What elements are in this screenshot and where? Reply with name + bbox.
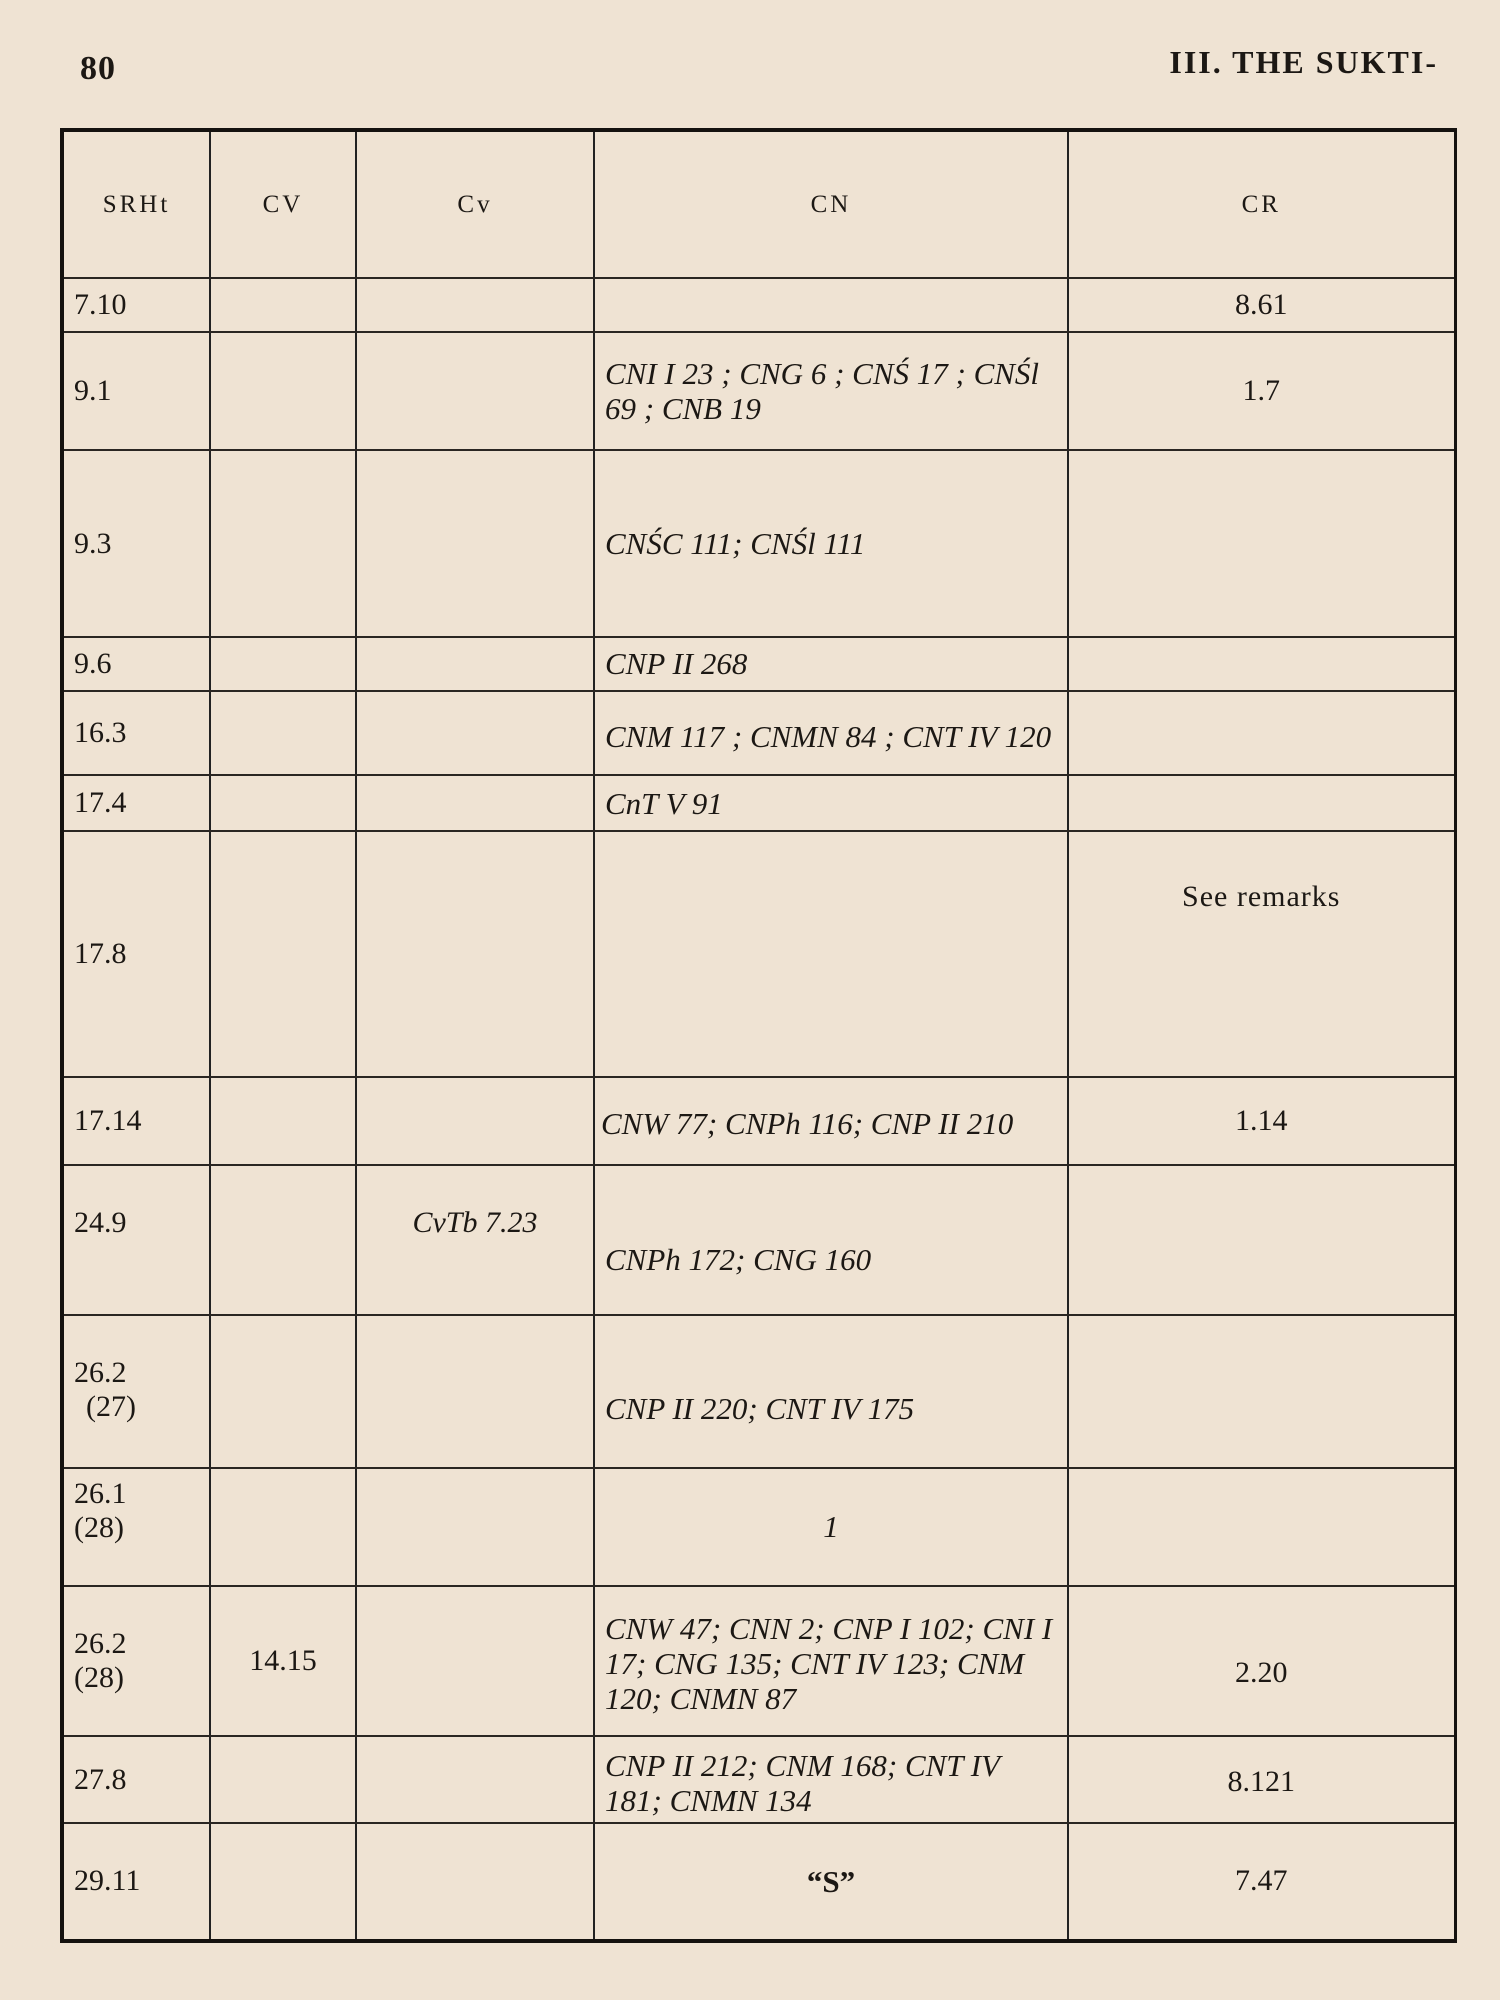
- cv-cell: [210, 1165, 356, 1315]
- table-header-row: [62, 130, 1455, 278]
- srht-main: 26.1: [74, 1476, 127, 1510]
- srht-cell: 17.8: [62, 831, 210, 1077]
- cr-cell: 7.47: [1068, 1823, 1455, 1941]
- table-row: [62, 775, 1455, 831]
- cv-cell: [210, 1077, 356, 1165]
- cv-small-cell: [356, 1468, 594, 1586]
- cn-cell: CNŚC 111; CNŚl 111: [594, 450, 1068, 636]
- cn-cell: CNP II 220; CNT IV 175: [594, 1315, 1068, 1467]
- cr-cell: [1068, 637, 1455, 691]
- srht-cell: 29.11: [62, 1823, 210, 1941]
- cv-cell: [210, 450, 356, 636]
- cv-small-cell: [356, 1315, 594, 1467]
- cv-small-cell: [356, 332, 594, 450]
- cn-cell: 1: [594, 1468, 1068, 1586]
- cv-small-cell: [356, 1077, 594, 1165]
- cv-small-cell: [356, 1736, 594, 1822]
- cv-small-cell: [356, 450, 594, 636]
- table-row: [62, 831, 1455, 1077]
- table-row: [62, 1586, 1455, 1736]
- page-number: 80: [80, 50, 116, 87]
- cr-cell: 8.121: [1068, 1736, 1455, 1822]
- srht-cell: 24.9: [62, 1165, 210, 1315]
- collation-table: [60, 128, 1457, 1943]
- cv-small-cell: [356, 691, 594, 775]
- running-title: III. THE SUKTI-: [1169, 44, 1438, 80]
- cr-cell: [1068, 775, 1455, 831]
- srht-cell: [62, 1586, 210, 1736]
- cr-cell: See remarks: [1068, 831, 1455, 1077]
- cv-small-cell: [356, 278, 594, 332]
- cn-cell: CnT V 91: [594, 775, 1068, 831]
- cv-cell: [210, 278, 356, 332]
- cn-cell: CNM 117 ; CNMN 84 ; CNT IV 120: [594, 691, 1068, 775]
- srht-sub: (27): [86, 1390, 136, 1424]
- table-row: [62, 691, 1455, 775]
- cn-cell: “S”: [594, 1823, 1068, 1941]
- srht-cell: 27.8: [62, 1736, 210, 1822]
- cn-cell: [594, 278, 1068, 332]
- cr-cell: [1068, 1315, 1455, 1467]
- cv-cell: [210, 1823, 356, 1941]
- srht-main: 26.2: [74, 1627, 127, 1661]
- cr-cell: 8.61: [1068, 278, 1455, 332]
- cr-cell: 2.20: [1068, 1586, 1455, 1736]
- cn-cell: CNP II 268: [594, 637, 1068, 691]
- srht-sub: (28): [74, 1510, 124, 1544]
- table-row: [62, 1823, 1455, 1941]
- cr-cell: 1.7: [1068, 332, 1455, 450]
- cr-cell: [1068, 1468, 1455, 1586]
- cr-cell: [1068, 450, 1455, 636]
- cn-cell: CNW 77; CNPh 116; CNP II 210: [594, 1077, 1068, 1165]
- table-row: [62, 1468, 1455, 1586]
- srht-sub: (28): [74, 1661, 124, 1695]
- cv-small-cell: [356, 775, 594, 831]
- cv-cell: [210, 332, 356, 450]
- table-row: [62, 1165, 1455, 1315]
- cv-cell: 14.15: [210, 1586, 356, 1736]
- cv-small-cell: [356, 1823, 594, 1941]
- cv-cell: [210, 1315, 356, 1467]
- cv-cell: [210, 637, 356, 691]
- srht-cell: 16.3: [62, 691, 210, 775]
- srht-cell: 17.14: [62, 1077, 210, 1165]
- cv-cell: [210, 1468, 356, 1586]
- cv-cell: [210, 1736, 356, 1822]
- cn-cell: [594, 831, 1068, 1077]
- cv-cell: [210, 691, 356, 775]
- srht-cell: 7.10: [62, 278, 210, 332]
- cv-small-cell: [356, 637, 594, 691]
- cn-cell: CNPh 172; CNG 160: [594, 1165, 1068, 1315]
- cn-cell: CNP II 212; CNM 168; CNT IV 181; CNMN 134: [594, 1736, 1068, 1822]
- table-row: [62, 278, 1455, 332]
- cn-cell: CNI I 23 ; CNG 6 ; CNŚ 17 ; CNŚl 69 ; CNB 19: [594, 332, 1068, 450]
- cv-cell: [210, 831, 356, 1077]
- srht-cell: [62, 1468, 210, 1586]
- srht-cell: 9.3: [62, 450, 210, 636]
- table-row: [62, 1077, 1455, 1165]
- table-row: [62, 637, 1455, 691]
- table-row: [62, 1736, 1455, 1822]
- column-header-cv: CV: [210, 130, 356, 278]
- srht-cell: [62, 1315, 210, 1467]
- cv-small-cell: CvTb 7.23: [356, 1165, 594, 1315]
- cv-cell: [210, 775, 356, 831]
- cv-small-cell: [356, 1586, 594, 1736]
- cn-cell: CNW 47; CNN 2; CNP I 102; CNI I 17; CNG 135; CNT IV 123; CNM 120; CNMN 87: [594, 1586, 1068, 1736]
- cr-cell: [1068, 1165, 1455, 1315]
- cr-cell: [1068, 691, 1455, 775]
- srht-cell: 17.4: [62, 775, 210, 831]
- table-row: [62, 1315, 1455, 1467]
- srht-main: 26.2: [74, 1356, 127, 1390]
- table-row: [62, 450, 1455, 636]
- srht-cell: 9.1: [62, 332, 210, 450]
- table-row: [62, 332, 1455, 450]
- srht-cell: 9.6: [62, 637, 210, 691]
- column-header-cr: CR: [1068, 130, 1455, 278]
- cr-cell: 1.14: [1068, 1077, 1455, 1165]
- column-header-srht: SRHt: [62, 130, 210, 278]
- cv-small-cell: [356, 831, 594, 1077]
- column-header-cn: CN: [594, 130, 1068, 278]
- column-header-cv-small: Cv: [356, 130, 594, 278]
